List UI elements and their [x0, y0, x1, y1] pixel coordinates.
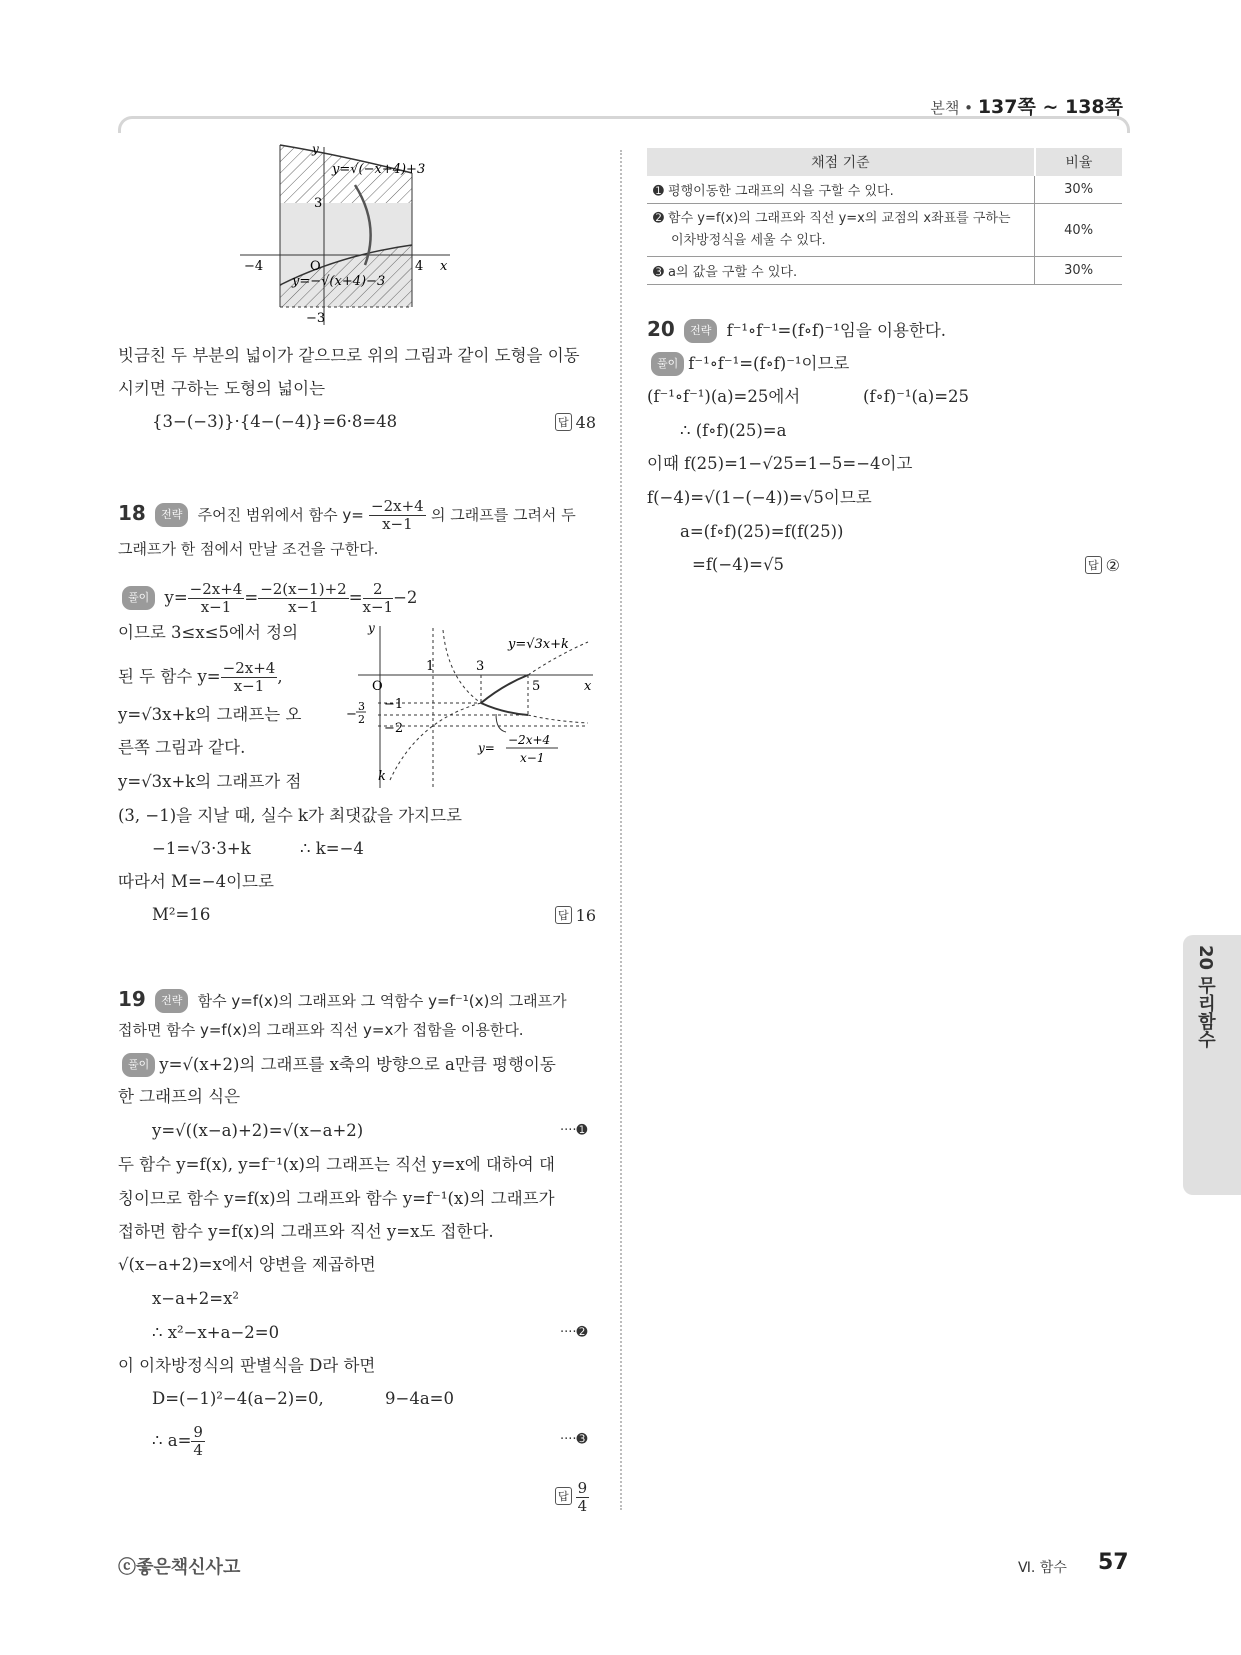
fig2-tick-3: 3	[476, 659, 485, 674]
p18-l3: y=√3x+k의 그래프는 오	[118, 705, 302, 724]
answer-icon: 답	[555, 906, 572, 924]
hyperbola-right-dashed	[528, 715, 588, 723]
p19-l11a: D=(−1)²−4(a−2)=0,	[152, 1389, 324, 1408]
head-ratio: 비율	[1035, 148, 1122, 176]
fig1-lower-label: y=−√(x+4)−3	[292, 274, 386, 289]
sol-eq: =	[348, 588, 363, 607]
p17-line2: 시키면 구하는 도형의 넓이는	[118, 379, 326, 398]
fig2-tick-neg1: −1	[384, 697, 404, 712]
p20-l2b: (f∘f)⁻¹(a)=25	[863, 387, 970, 406]
frac-bottom: x−1	[200, 598, 232, 616]
p19-strategy-line2: 접하면 함수 y=f(x)의 그래프와 직선 y=x가 접함을 이용한다.	[118, 1021, 524, 1039]
fig2-hyp-top: −2x+4	[508, 733, 551, 747]
p19-l3: y=√((x−a)+2)=√(x−a+2)	[152, 1121, 364, 1140]
criteria-ratio: 30%	[1035, 257, 1122, 285]
sol-frac2	[258, 581, 349, 616]
fig2-tick-5: 5	[532, 679, 541, 694]
frac-top: −2x+4	[189, 580, 243, 598]
sol-y: y=	[164, 588, 188, 607]
criteria-text	[647, 204, 1035, 257]
header-prefix: 본책	[930, 99, 960, 117]
figure-hyperbola-graph	[348, 620, 598, 790]
p19-l7: √(x−a+2)=x에서 양변을 제곱하면	[118, 1255, 376, 1274]
fig2-pointer	[496, 714, 506, 732]
grading-criteria-table	[647, 148, 1122, 285]
p17-answer	[555, 413, 596, 432]
sol-eq: =	[244, 588, 259, 607]
answer-icon: 답	[1085, 556, 1102, 574]
figure-area-graph	[240, 142, 460, 330]
l12-text: ∴ a=	[152, 1431, 192, 1450]
publisher-logo: ⓒ좋은책신사고	[118, 1557, 241, 1578]
p19-strategy-line1	[118, 988, 567, 1013]
p18-strategy-frac	[369, 498, 426, 533]
p20-l6: a=(f∘f)(25)=f(f(25))	[680, 522, 844, 541]
fig2-tick-neg-sign: −	[346, 707, 357, 722]
frac-bottom: x−1	[362, 598, 394, 616]
criteria-text-line1: ➋ 함수 y=f(x)의 그래프와 직선 y=x의 교점의 x좌표를 구하는	[653, 211, 1011, 226]
p18-l7a: −1=√3·3+k	[152, 839, 251, 858]
frac-bottom: 4	[577, 1497, 588, 1515]
p18-strategy-line1	[118, 498, 576, 533]
p20-l1-text: f⁻¹∘f⁻¹=(f∘f)⁻¹이므로	[688, 354, 850, 373]
p19-number: 19	[118, 987, 146, 1011]
p19-mark1: ····➊	[560, 1123, 588, 1138]
frac-top: 9	[577, 1479, 588, 1497]
fig2-frac-top: 3	[358, 700, 365, 713]
fig1-tick-4: 4	[415, 259, 424, 274]
criteria-ratio: 40%	[1035, 204, 1122, 257]
p20-l2a: (f⁻¹∘f⁻¹)(a)=25에서	[647, 387, 801, 406]
l12-frac	[191, 1424, 205, 1459]
solution-tag: 풀이	[122, 1053, 155, 1077]
p20-strategy-text: f⁻¹∘f⁻¹=(f∘f)⁻¹임을 이용한다.	[726, 321, 947, 340]
p19-l8: x−a+2=x²	[152, 1289, 240, 1308]
p18-answer-value: 16	[575, 906, 596, 925]
column-divider	[620, 150, 622, 1510]
table-row	[647, 176, 1122, 204]
l2a: 된 두 함수 y=	[118, 667, 221, 686]
p19-answer	[555, 1480, 589, 1515]
solution-tag: 풀이	[122, 586, 155, 610]
fig2-x-axis: x	[584, 679, 592, 694]
p20-answer-value: ②	[1105, 556, 1120, 575]
fig2-origin: O	[372, 679, 383, 694]
fig2-sqrt-label: y=√3x+k	[508, 637, 569, 652]
fig1-origin: O	[310, 259, 321, 274]
strategy-tag: 전략	[155, 989, 188, 1013]
frac-top: 2	[363, 581, 394, 599]
l2b: ,	[277, 667, 283, 686]
frac-bottom: x−1	[288, 598, 319, 616]
fig1-x-axis: x	[440, 259, 448, 274]
fig2-hyp-y: y=	[478, 741, 495, 755]
p19-strategy-text: 함수 y=f(x)의 그래프와 그 역함수 y=f⁻¹(x)의 그래프가	[197, 992, 567, 1010]
p19-l1	[118, 1053, 556, 1077]
l2-frac	[221, 660, 278, 695]
p20-l7: =f(−4)=√5	[692, 555, 784, 574]
strategy-tag: 전략	[155, 503, 188, 527]
p19-l12	[152, 1424, 205, 1459]
p20-l1	[647, 352, 849, 376]
p17-answer-value: 48	[575, 413, 596, 432]
chapter-side-label: 20 무리함수	[1195, 945, 1216, 1049]
p18-l7b: ∴ k=−4	[300, 839, 364, 858]
p19-l4: 두 함수 y=f(x), y=f⁻¹(x)의 그래프는 직선 y=x에 대하여 대	[118, 1155, 555, 1174]
page-number: 57	[1098, 1550, 1129, 1575]
p18-l1: 이므로 3≤x≤5에서 정의	[118, 623, 299, 642]
answer-icon: 답	[555, 413, 572, 431]
frac-bottom: x−1	[233, 677, 265, 695]
p18-l9: M²=16	[152, 905, 211, 924]
p18-l4: 른쪽 그림과 같다.	[118, 738, 246, 757]
p19-mark3: ····➌	[560, 1432, 588, 1447]
p19-l1-text: y=√(x+2)의 그래프를 x축의 방향으로 a만큼 평행이동	[159, 1055, 556, 1074]
head-criteria: 채점 기준	[647, 148, 1035, 176]
sol-frac1	[188, 581, 245, 616]
header-range: 137쪽 ~ 138쪽	[977, 96, 1123, 118]
hyperbola-solid	[481, 703, 528, 715]
p18-strategy-a: 주어진 범위에서 함수 y=	[197, 506, 364, 524]
answer-icon: 답	[555, 1487, 572, 1505]
fig1-tick-3: 3	[314, 196, 323, 211]
fig1-upper-label: y=√(−x+4)+3	[332, 162, 426, 177]
p18-strategy-b: 의 그래프를 그려서 두	[430, 506, 576, 524]
p18-solution-line	[118, 581, 417, 616]
p18-strategy-line2: 그래프가 한 점에서 만날 조건을 구한다.	[118, 540, 379, 558]
p19-answer-frac	[576, 1480, 590, 1515]
p17-calc: {3−(−3)}·{4−(−4)}=6·8=48	[152, 412, 398, 431]
p20-l4: 이때 f(25)=1−√25=1−5=−4이고	[647, 454, 913, 473]
p18-l5: y=√3x+k의 그래프가 점	[118, 772, 302, 791]
frac-bottom: x−1	[382, 515, 413, 533]
sol-tail: −2	[393, 588, 418, 607]
p19-mark2: ····➋	[560, 1325, 588, 1340]
page-header	[930, 92, 1123, 119]
fig1-tick-neg3: −3	[306, 311, 326, 326]
p18-l2	[118, 660, 283, 695]
table-row	[647, 257, 1122, 285]
criteria-ratio: 30%	[1035, 176, 1122, 204]
criteria-text: ➊ 평행이동한 그래프의 식을 구할 수 있다.	[647, 176, 1035, 204]
p19-l9: ∴ x²−x+a−2=0	[152, 1323, 280, 1342]
frac-bottom: 4	[193, 1441, 203, 1459]
sqrt-curve-solid	[481, 675, 528, 703]
p19-l5: 칭이므로 함수 y=f(x)의 그래프와 함수 y=f⁻¹(x)의 그래프가	[118, 1189, 555, 1208]
solution-tag: 풀이	[651, 352, 684, 376]
p20-l3: ∴ (f∘f)(25)=a	[680, 421, 787, 440]
top-rule	[118, 116, 1130, 133]
p18-number: 18	[118, 501, 146, 525]
criteria-text-line2: 이차방정식을 세울 수 있다.	[671, 233, 826, 248]
sol-frac3	[363, 581, 394, 616]
p20-strategy	[647, 318, 946, 343]
p18-l8: 따라서 M=−4이므로	[118, 872, 274, 891]
p19-l6: 접하면 함수 y=f(x)의 그래프와 직선 y=x도 접한다.	[118, 1222, 494, 1241]
p17-line1: 빗금친 두 부분의 넓이가 같으므로 위의 그림과 같이 도형을 이동	[118, 346, 580, 365]
fig1-y-axis: y	[312, 142, 319, 156]
p20-number: 20	[647, 317, 675, 341]
table-row	[647, 204, 1122, 257]
p19-l2: 한 그래프의 식은	[118, 1087, 241, 1106]
p20-l5: f(−4)=√(1−(−4))=√5이므로	[647, 488, 872, 507]
p18-answer	[555, 906, 596, 925]
p19-l11b: 9−4a=0	[385, 1389, 454, 1408]
strategy-tag: 전략	[684, 319, 717, 343]
criteria-text: ➌ a의 값을 구할 수 있다.	[647, 257, 1035, 285]
fig2-frac-bottom: 2	[358, 713, 365, 726]
fig2-tick-neg2: −2	[384, 721, 404, 736]
footer-chapter: Ⅵ. 함수	[1018, 1560, 1067, 1576]
frac-top: 9	[193, 1423, 203, 1441]
fig2-y-axis: y	[368, 621, 375, 635]
fig2-hyp-bottom: x−1	[520, 751, 545, 765]
p20-answer	[1085, 556, 1120, 575]
frac-top: −2x+4	[222, 659, 276, 677]
frac-top: −2x+4	[371, 497, 424, 515]
fig2-tick-1: 1	[426, 659, 435, 674]
p18-l6: (3, −1)을 지날 때, 실수 k가 최댓값을 가지므로	[118, 806, 462, 825]
frac-top: −2(x−1)+2	[260, 580, 347, 598]
fig2-k-label: k	[378, 769, 386, 784]
fig1-tick-neg4: −4	[244, 259, 264, 274]
table-header-row	[647, 148, 1122, 176]
p19-l10: 이 이차방정식의 판별식을 D라 하면	[118, 1356, 376, 1375]
header-bullet: •	[964, 99, 974, 117]
